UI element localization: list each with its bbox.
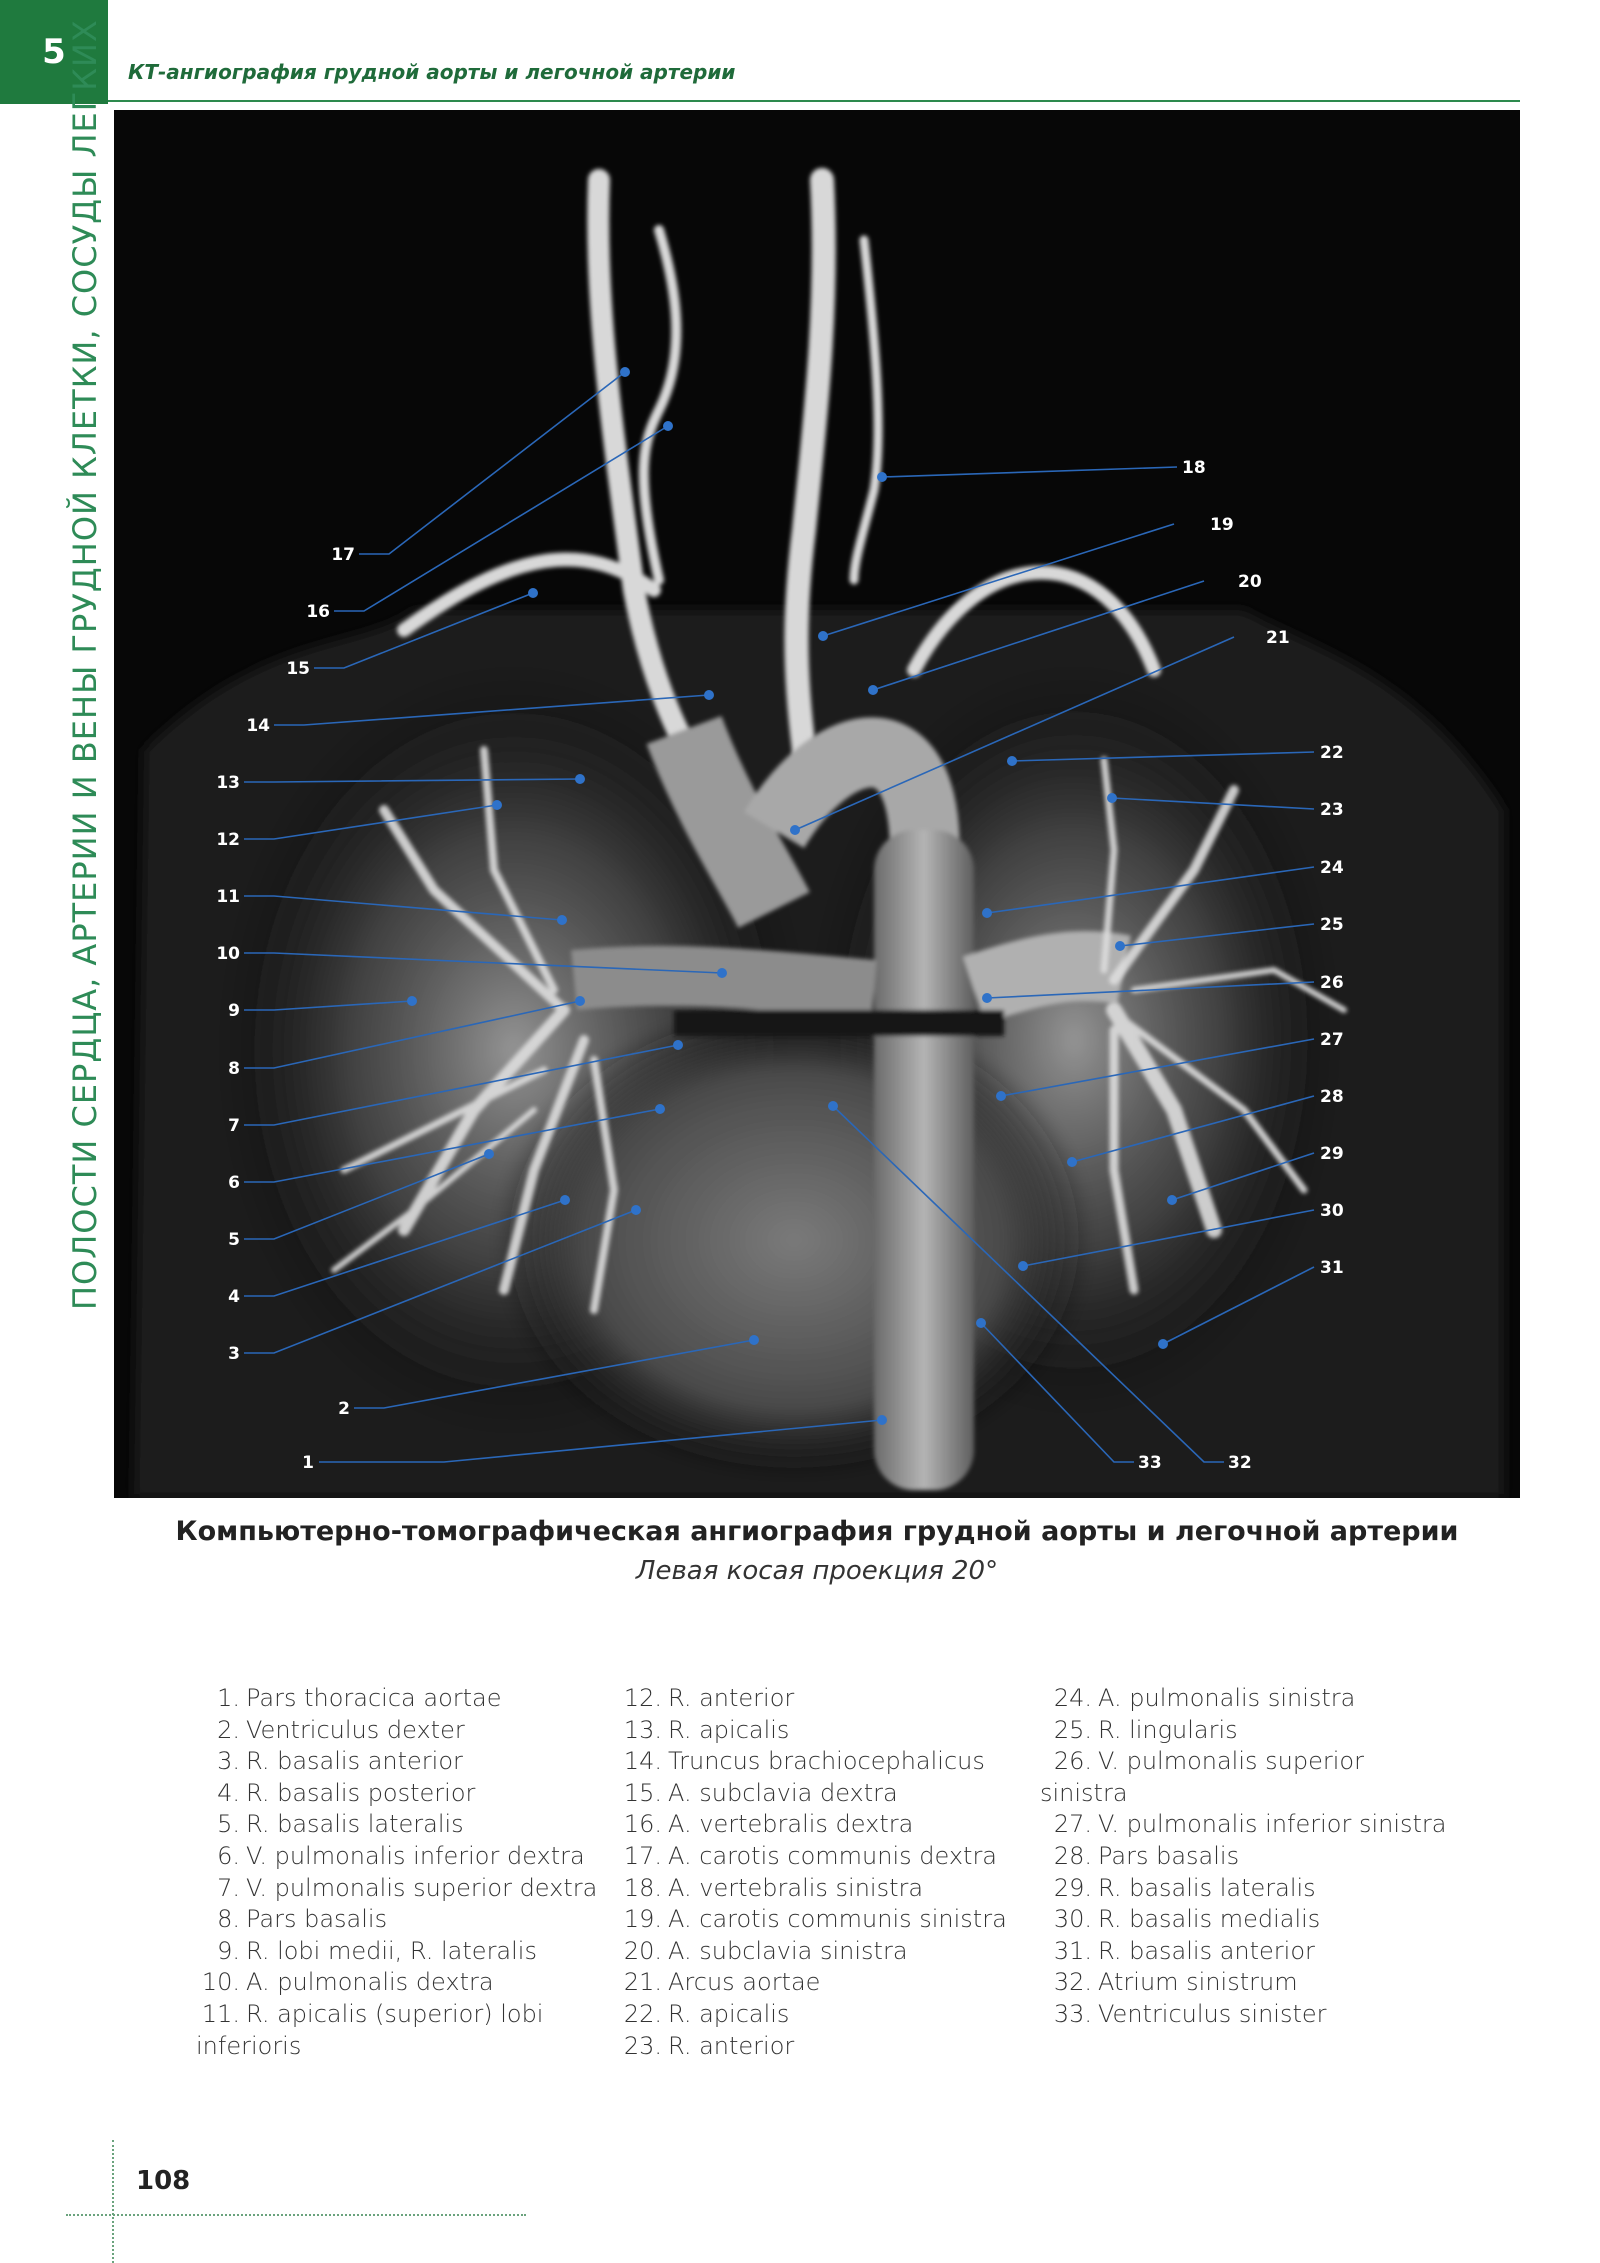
legend-column-3 [1040, 1683, 1480, 2031]
legend-item: 13. R. apicalis [623, 1715, 790, 1744]
legend-item: 9. R. lobi medii, R. lateralis [217, 1936, 537, 1965]
marker-16: 16 [306, 602, 330, 622]
marker-13: 13 [216, 773, 240, 793]
legend-item-continuation: sinistra [1040, 1778, 1128, 1807]
marker-3: 3 [228, 1344, 240, 1364]
marker-21: 21 [1266, 628, 1290, 648]
heart-shadow [494, 1000, 1094, 1480]
footer-dotted-rule [66, 2214, 526, 2216]
legend-item: 7. V. pulmonalis superior dextra [217, 1873, 598, 1902]
chapter-number: 5 [0, 0, 108, 104]
legend-item: 19. A. carotis communis sinistra [623, 1905, 1007, 1934]
legend-item: 4. R. basalis posterior [217, 1778, 476, 1807]
legend-column-1 [196, 1683, 616, 2062]
legend-item: 6. V. pulmonalis inferior dextra [217, 1841, 585, 1870]
legend-item: 24. A. pulmonalis sinistra [1053, 1684, 1356, 1712]
marker-28: 28 [1320, 1087, 1344, 1107]
marker-9: 9 [228, 1001, 240, 1021]
marker-15: 15 [286, 659, 310, 679]
marker-33: 33 [1138, 1453, 1162, 1473]
marker-31: 31 [1320, 1258, 1344, 1278]
legend-item: 8. Pars basalis [217, 1905, 388, 1934]
marker-1: 1 [302, 1453, 314, 1473]
footer-dotted-rule-vertical [112, 2140, 114, 2263]
legend-item: 22. R. apicalis [623, 1999, 790, 2028]
marker-17: 17 [331, 545, 355, 565]
legend-item: 25. R. lingularis [1053, 1715, 1238, 1744]
legend-item: 18. A. vertebralis sinistra [623, 1873, 924, 1902]
legend-item: 33. Ventriculus sinister [1053, 1999, 1327, 2028]
marker-26: 26 [1320, 973, 1344, 993]
legend-item: 30. R. basalis medialis [1053, 1905, 1321, 1934]
marker-30: 30 [1320, 1201, 1344, 1221]
legend-item: 26. V. pulmonalis superior [1053, 1747, 1364, 1776]
marker-19: 19 [1210, 515, 1234, 535]
legend-item: 23. R. anterior [623, 2031, 795, 2060]
legend-item: 16. A. vertebralis dextra [623, 1810, 914, 1839]
legend-item: 17. A. carotis communis dextra [623, 1841, 998, 1870]
header-rule [108, 100, 1520, 102]
legend-item: 28. Pars basalis [1053, 1841, 1240, 1870]
marker-22: 22 [1320, 743, 1344, 763]
marker-32: 32 [1228, 1453, 1252, 1473]
marker-11: 11 [216, 887, 240, 907]
marker-5: 5 [228, 1230, 240, 1250]
legend-item: 20. A. subclavia sinistra [623, 1936, 908, 1965]
legend-item: 29. R. basalis lateralis [1053, 1873, 1316, 1902]
marker-14: 14 [246, 716, 270, 736]
legend-item: 5. R. basalis lateralis [217, 1810, 464, 1839]
page-number: 108 [136, 2166, 191, 2196]
legend-item: 10. A. pulmonalis dextra [201, 1968, 494, 1997]
marker-8: 8 [228, 1059, 240, 1079]
legend-item: 3. R. basalis anterior [217, 1747, 463, 1776]
legend-item: 2. Ventriculus dexter [217, 1715, 465, 1744]
marker-6: 6 [228, 1173, 240, 1193]
legend-item: 27. V. pulmonalis inferior sinistra [1053, 1810, 1447, 1839]
legend-item: 1. Pars thoracica aortae [217, 1684, 502, 1712]
marker-24: 24 [1320, 858, 1344, 878]
marker-20: 20 [1238, 572, 1262, 592]
legend-item: 32. Atrium sinistrum [1053, 1968, 1298, 1997]
legend-item: 21. Arcus aortae [623, 1968, 821, 1997]
figure-caption-subtitle: Левая косая проекция 20° [635, 1556, 999, 1586]
legend-item-continuation: inferioris [196, 2031, 302, 2060]
marker-12: 12 [216, 830, 240, 850]
marker-10: 10 [216, 944, 240, 964]
legend-column-2 [612, 1683, 1012, 2062]
marker-25: 25 [1320, 915, 1344, 935]
marker-2: 2 [338, 1399, 350, 1419]
side-section-title: ПОЛОСТИ СЕРДЦА, АРТЕРИИ И ВЕНЫ ГРУДНОЙ КЛЕТКИ, СОСУДЫ ЛЕГКИХ [66, 19, 104, 1310]
marker-4: 4 [228, 1287, 240, 1307]
legend-item: 15. A. subclavia dextra [623, 1778, 898, 1807]
legend-item: 11. R. apicalis (superior) lobi [201, 1999, 544, 2028]
header-title: КТ-ангиография грудной аорты и легочной артерии [128, 60, 736, 84]
marker-27: 27 [1320, 1030, 1344, 1050]
angiography-figure [114, 110, 1520, 1498]
marker-18: 18 [1182, 458, 1206, 478]
marker-23: 23 [1320, 800, 1344, 820]
legend-item: 12. R. anterior [623, 1684, 795, 1712]
figure-caption-title: Компьютерно-томографическая ангиография грудной аорты и легочной артерии [175, 1516, 1459, 1547]
legend-item: 14. Truncus brachiocephalicus [623, 1747, 985, 1776]
marker-7: 7 [228, 1116, 240, 1136]
marker-29: 29 [1320, 1144, 1344, 1164]
legend-item: 31. R. basalis anterior [1053, 1936, 1315, 1965]
